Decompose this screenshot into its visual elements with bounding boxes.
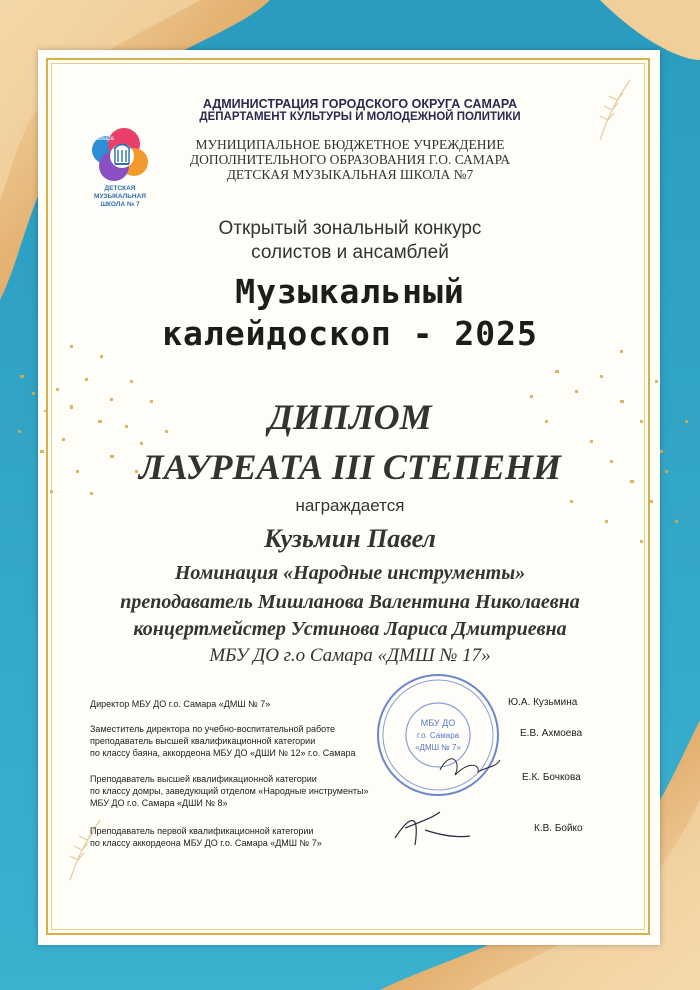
sig-name-3: Е.К. Бочкова xyxy=(522,772,581,783)
diploma-title-1: ДИПЛОМ xyxy=(268,397,432,437)
sig-2-line-2: преподаватель высшей квалификационной категории xyxy=(90,736,316,746)
awarded-text: награждается xyxy=(295,496,405,515)
sig-4-line-1: Преподаватель первой квалификационной категории xyxy=(90,826,314,836)
sig-title-1 xyxy=(90,698,270,710)
sig-2-line-3: по классу баяна, аккордеона МБУ ДО «ДШИ № 12» г.о. Самара xyxy=(90,748,356,758)
contest-title-2: калейдоскоп - 2025 xyxy=(162,314,538,353)
sig-title-4 xyxy=(90,825,322,849)
sig-name-2: Е.В. Ахмоева xyxy=(520,728,583,739)
stamp-text-3: «ДМШ № 7» xyxy=(415,743,461,752)
contest-line-2: солистов и ансамблей xyxy=(251,242,449,263)
contest-line-1: Открытый зональный конкурс xyxy=(218,218,482,239)
sig-3-line-2: по классу домры, заведующий отделом «Народные инструменты» xyxy=(90,786,369,796)
contest-title-1: Музыкальный xyxy=(235,272,465,311)
header-inst-2: ДОПОЛНИТЕЛЬНОГО ОБРАЗОВАНИЯ Г.О. САМАРА xyxy=(189,152,511,167)
sig-3-line-1: Преподаватель высшей квалификационной категории xyxy=(90,774,317,784)
sig-4-line-2: по классу аккордеона МБУ ДО г.о. Самара «ДМШ № 7» xyxy=(90,838,322,848)
school-logo xyxy=(84,122,156,212)
stamp-text-2: г.о. Самара xyxy=(416,731,460,740)
sig-title-2 xyxy=(90,723,356,759)
official-stamp xyxy=(373,670,503,800)
sig-title-3 xyxy=(90,773,369,809)
logo-text-3: ШКОЛА № 7 xyxy=(100,201,140,208)
header-inst-1: МУНИЦИПАЛЬНОЕ БЮДЖЕТНОЕ УЧРЕЖДЕНИЕ xyxy=(195,137,505,152)
school-name: МБУ ДО г.о Самара «ДМШ № 17» xyxy=(209,645,491,666)
header-inst-3: ДЕТСКАЯ МУЗЫКАЛЬНАЯ ШКОЛА №7 xyxy=(226,167,474,182)
accompanist: концертмейстер Устинова Лариса Дмитриевна xyxy=(133,618,567,640)
header-dept: ДЕПАРТАМЕНТ КУЛЬТУРЫ И МОЛОДЕЖНОЙ ПОЛИТИКИ xyxy=(199,111,521,123)
logo-text-2: МУЗЫКАЛЬНАЯ xyxy=(94,193,146,200)
sig-name-1: Ю.А. Кузьмина xyxy=(508,697,578,708)
recipient-name: Кузьмин Павел xyxy=(264,524,436,553)
logo-text-1: ДЕТСКАЯ xyxy=(104,185,136,192)
diploma-title-2: ЛАУРЕАТА III СТЕПЕНИ xyxy=(139,447,561,487)
sig-name-4: К.В. Бойко xyxy=(534,823,583,834)
header-admin: АДМИНИСТРАЦИЯ ГОРОДСКОГО ОКРУГА САМАРА xyxy=(202,97,518,111)
stamp-text-1: МБУ ДО xyxy=(420,718,456,728)
sig-1-line-1: Директор МБУ ДО г.о. Самара «ДМШ № 7» xyxy=(90,699,271,709)
nomination: Номинация «Народные инструменты» xyxy=(174,562,526,584)
logo-top-text: Самара xyxy=(92,136,114,142)
sig-2-line-1: Заместитель директора по учебно-воспитательной работе xyxy=(90,724,336,734)
teacher: преподаватель Мишланова Валентина Николаевна xyxy=(120,591,580,613)
sig-3-line-3: МБУ ДО г.о. Самара «ДШИ № 8» xyxy=(90,798,228,808)
